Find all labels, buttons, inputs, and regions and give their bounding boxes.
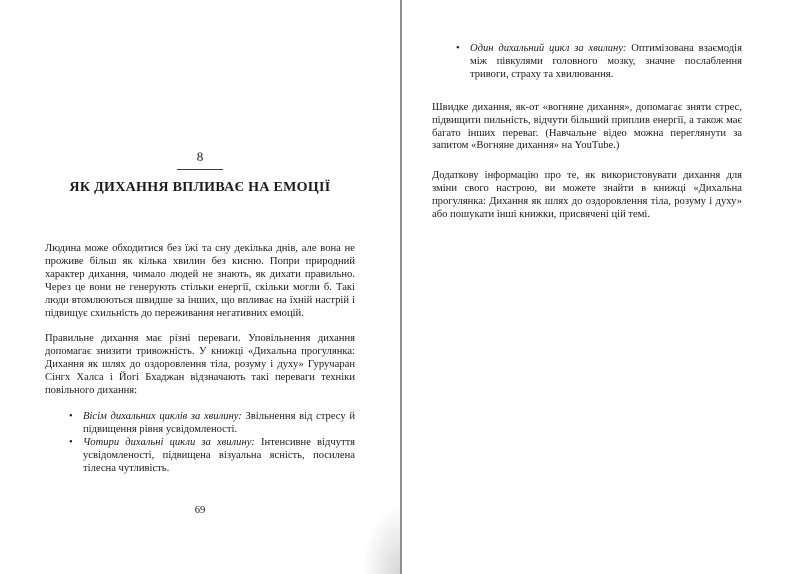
bullet-list: [432, 43, 742, 82]
right-page: [432, 0, 742, 574]
paragraph: Додаткову інформацію про те, як використовувати дихання для зміни свого настрою, ви можете знайти в книжці «Дихальна прогулянка: Дихання як шлях до оздоровлення тіла, розуму і духу» або пошукати інші книжки, присвячені цій темі.: [432, 170, 742, 221]
bullet-text: Звільнення від стресу й підвищення рівня усвідомленості.: [83, 410, 355, 435]
chapter-rule: [177, 169, 223, 170]
bullet-lead: Чотири дихальні цикли за хвилину:: [83, 436, 255, 448]
left-page: [45, 0, 355, 574]
right-page-body: [432, 43, 742, 222]
bullet-text: Оптимізована взаємодія між півкулями головного мозку, значне послаблення тривоги, страху та хвилювання.: [470, 43, 742, 80]
list-item: [432, 43, 742, 82]
list-item: [45, 411, 355, 437]
page-number: 69: [194, 505, 206, 516]
bullet-lead: Один дихальний цикл за хвилину:: [470, 43, 627, 54]
bullet-text: Інтенсивне відчуття усвідомленості, підвищена візуальна ясність, посилена тілесна чутливість.: [83, 436, 355, 474]
spine-divider: [400, 0, 402, 574]
spine-shadow: [362, 504, 400, 574]
chapter-number: 8: [196, 149, 204, 164]
paragraph: Людина може обходитися без їжі та сну декілька днів, але вона не проживе більш як кілька хвилин без кисню. Попри природний характер дихання, чимало людей не знають, як дихати правильно. Через це вони не генерують стільки енергії, скільки могли б. Такі люди втомлюються швидше за інших, що впливає на їхній настрій і підвищує схильність до переживання негативних емоцій.: [45, 243, 355, 319]
paragraph: Швидке дихання, як-от «вогняне дихання», допомагає зняти стрес, підвищити пильність, відчути більший приплив енергії, а також має багато інших переваг. (Навчальне відео можна переглянути за запитом «Вогняне дихання» на YouTube.): [432, 101, 742, 152]
bullet-list: [45, 411, 355, 476]
paragraph: Правильне дихання має різні переваги. Уповільнення дихання допомагає знизити тривожність. У книжці «Дихальна прогулянка: Дихання як шлях до оздоровлення тіла, розуму і духу» Гуручаран Сінгх Халса і Йогі Бхаджан відзначають такі переваги техніки повільного дихання:: [45, 333, 355, 397]
bullet-icon: •: [69, 410, 73, 422]
chapter-title: ЯК ДИХАННЯ ВПЛИВАЄ НА ЕМОЦІЇ: [69, 180, 331, 195]
bullet-icon: •: [456, 43, 460, 54]
left-page-body: [45, 243, 355, 496]
chapter-heading: [45, 149, 355, 196]
list-item: [45, 437, 355, 476]
bullet-icon: •: [69, 436, 73, 448]
bullet-lead: Вісім дихальних циклів за хвилину:: [83, 410, 242, 422]
